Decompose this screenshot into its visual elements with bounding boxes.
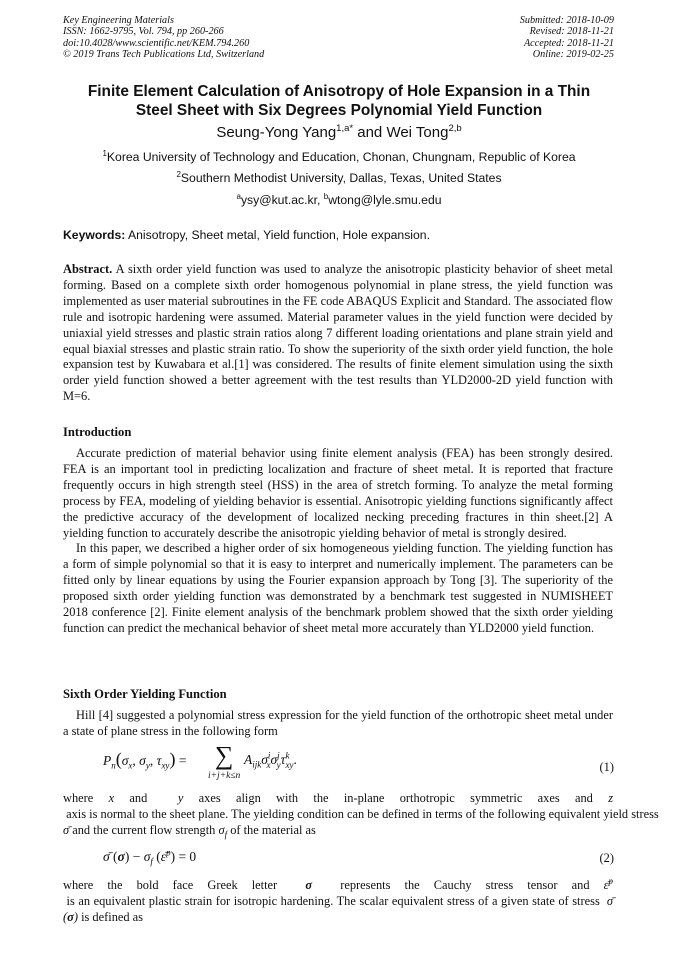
equation-1-rhs: $A_{ijk}\sigma^i_x\sigma^j_y\tau^k_{xy}$. bbox=[244, 750, 297, 770]
sigma-bar-symbol: σ̄ bbox=[63, 822, 73, 837]
author-1-affil-marker: 1,a* bbox=[336, 123, 354, 134]
equation-1-number: (1) bbox=[599, 760, 614, 774]
date-accepted: Accepted: 2018-11-21 bbox=[523, 37, 614, 49]
equation-1-summation bbox=[208, 741, 241, 781]
affiliation-2 bbox=[40, 171, 638, 186]
publication-dates bbox=[520, 15, 614, 61]
equation-1: $P_n(\sigma_x$, $\sigma_y$, $\tau_{xy}$) = bbox=[103, 749, 187, 771]
introduction-paragraph-2: In this paper, we described a higher order of six homogeneous yielding function. The yielding function has a form of simple polynomial so that it is easy to interpret and numerically implement. The parameters can be fitted only by linear equations by using the Fourier expansion approach by Tong [3]. The superiority of the proposed sixth order yielding function was demonstrated by a benchmark test suggested in NUMISHEET 2018 conference [2]. Finite element analysis of the benchmark problem showed that the sixth order yielding function can predict the mechanical behavior of sheet metal more accurately than YLD2000 yield function. bbox=[63, 541, 613, 635]
journal-copyright: © 2019 Trans Tech Publications Ltd, Switzerland bbox=[63, 49, 265, 61]
title-line-2: Steel Sheet with Six Degrees Polynomial Yield Function bbox=[135, 102, 543, 119]
equation-2: σ̄ $(\sigma) - \sigma_f$ (ε̄$^p$) = 0 bbox=[103, 847, 197, 867]
journal-doi[interactable]: doi:10.4028/www.scientific.net/KEM.794.260 bbox=[63, 37, 250, 49]
email-a-marker: a bbox=[236, 191, 241, 201]
journal-name: Key Engineering Materials bbox=[63, 15, 174, 26]
keywords bbox=[63, 228, 430, 243]
plastic-strain-symbol: ε̄$^p$ bbox=[603, 875, 614, 892]
equivalent-stress-symbol: σ̄ (σ) bbox=[63, 893, 613, 924]
keywords-label: Keywords: bbox=[63, 228, 126, 242]
affiliation-2-marker: 2 bbox=[176, 169, 181, 179]
abstract-label: Abstract. bbox=[63, 262, 113, 276]
section2-paragraph-2: where x and y axes align with the in-plane orthotropic symmetric axes and z axis is normal to the sheet plane. The yielding condition can be defined in terms of the following equivalent yield stress σ̄ and the current flow strength $\sigma_f$ of the material as bbox=[63, 791, 662, 840]
paper-title bbox=[40, 82, 638, 120]
summation-limits: i+j+k≤n bbox=[208, 771, 241, 781]
abstract bbox=[63, 262, 613, 405]
date-revised: Revised: 2018-11-21 bbox=[529, 26, 614, 38]
keywords-text: Anisotropy, Sheet metal, Yield function, Hole expansion. bbox=[125, 228, 430, 242]
introduction-paragraph-1: Accurate prediction of material behavior using finite element analysis (FEA) has been strongly desired. FEA is an important tool in predicting localization and fracture of sheet metal. It is reported that fracture frequently occurs in high strength steel (HSS) in the area of stretch forming. To analyze the metal forming process by FEA, modeling of yielding behavior is essential. Anisotropic yielding functions significantly affect the predictive accuracy of the development of localized necking preceding fractures in thin sheet.[2] A yielding function to accurately describe the anisotropic yielding behavior of metal is strongly desired. bbox=[63, 446, 613, 540]
author-2: Wei Tong bbox=[386, 124, 449, 141]
author-list bbox=[40, 124, 638, 142]
section-heading-introduction: Introduction bbox=[63, 425, 132, 439]
affiliation-1-marker: 1 bbox=[102, 148, 107, 158]
section2-paragraph-3: where the bold face Greek letter σ represents the Cauchy stress tensor and ε̄$^p$ is an equivalent plastic strain for isotropic hardening. The scalar equivalent stress of a given state of stress σ̄ (σ) is defined as bbox=[63, 875, 614, 924]
title-line-1: Finite Element Calculation of Anisotropy of Hole Expansion in a Thin bbox=[87, 83, 591, 100]
author-emails bbox=[40, 193, 638, 208]
cauchy-stress-symbol: σ bbox=[305, 878, 313, 892]
summation-sign: ∑ bbox=[214, 741, 234, 770]
email-b[interactable]: wtong@lyle.smu.edu bbox=[328, 193, 442, 207]
abstract-text: A sixth order yield function was used to analyze the anisotropic plasticity behavior of sheet metal forming. Based on a complete sixth order homogenous polynomial in plane stress, the yield function was implemented as user material subroutines in the FE code ABAQUS Explicit and Standard. The associated flow rule and isotropic hardening were assumed. Material parameter values in the yield function were decided by uniaxial yield stresses and plastic strain ratios along 7 different loading orientations and plane strain yield and equal biaxial stresses and plastic strain ratio. To show the superiority of the sixth order yield function, the hole expansion test by Kuwabara et al.[1] was considered. The results of finite element simulation using the sixth order yield function showed a better agreement with the test results than YLD2000-2D yield function with M=6. bbox=[63, 262, 613, 404]
introduction-body bbox=[63, 446, 613, 637]
date-submitted: Submitted: 2018-10-09 bbox=[519, 15, 614, 26]
equation-2-number: (2) bbox=[599, 851, 614, 865]
email-b-marker: b bbox=[323, 191, 329, 201]
author-2-affil-marker: 2,b bbox=[448, 123, 462, 134]
journal-info bbox=[63, 15, 264, 61]
affiliation-1-text: Korea University of Technology and Education, Chonan, Chungnam, Republic of Korea bbox=[106, 150, 576, 164]
section2-paragraph-1: Hill [4] suggested a polynomial stress expression for the yield function of the orthotropic sheet metal under a state of plane stress in the following form bbox=[63, 708, 613, 738]
date-online: Online: 2019-02-25 bbox=[532, 49, 614, 61]
email-a[interactable]: ysy@kut.ac.kr, bbox=[240, 193, 324, 207]
journal-issn: ISSN: 1662-9795, Vol. 794, pp 260-266 bbox=[63, 26, 224, 38]
flow-strength-symbol: $\sigma_f$ bbox=[218, 822, 228, 840]
author-connector: and bbox=[353, 124, 387, 141]
author-1: Seung-Yong Yang bbox=[216, 124, 337, 141]
affiliation-2-text: Southern Methodist University, Dallas, Texas, United States bbox=[180, 171, 502, 185]
section-heading-yield-function: Sixth Order Yielding Function bbox=[63, 687, 227, 701]
affiliation-1 bbox=[40, 150, 638, 165]
